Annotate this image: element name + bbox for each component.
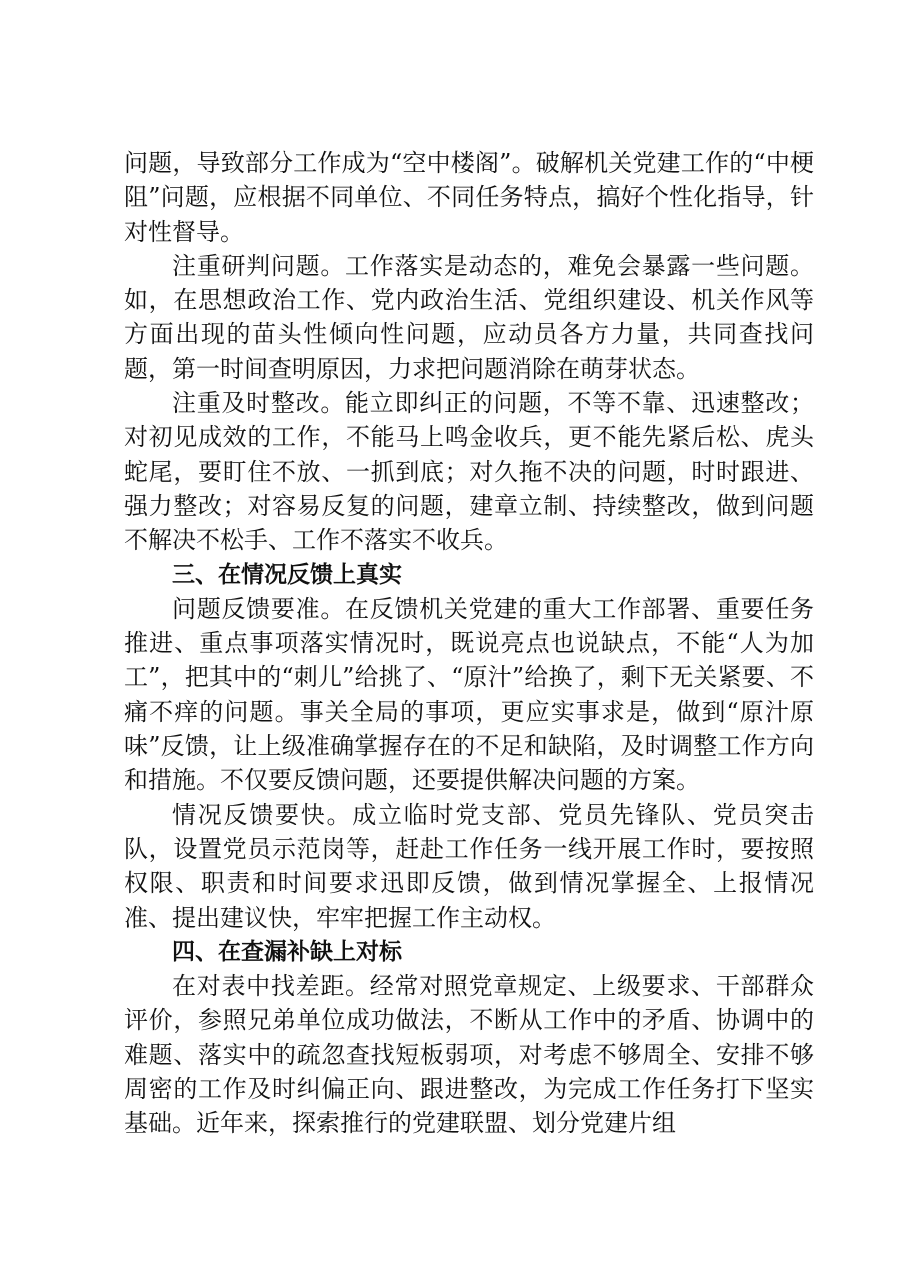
paragraph-research-problems: 注重研判问题。工作落实是动态的，难免会暴露一些问题。如，在思想政治工作、党内政治生活、党组织建设、机关作风等方面出现的苗头性倾向性问题，应动员各方力量，共同查找问题，第一时间查明原因，力求把问题消除在萌芽状态。 [124, 251, 814, 383]
section-heading-3: 三、在情况反馈上真实 [172, 561, 402, 588]
document-body [124, 146, 814, 1141]
paragraph-feedback-accurate: 问题反馈要准。在反馈机关党建的重大工作部署、重要任务推进、重点事项落实情况时，既说亮点也说缺点，不能“人为加工”，把其中的“刺儿”给挑了、“原汁”给换了，剩下无关紧要、不痛不痒的问题。事关全局的事项，更应实事求是，做到“原汁原味”反馈，让上级准确掌握存在的不足和缺陷，及时调整工作方向和措施。不仅要反馈问题，还要提供解决问题的方案。 [124, 594, 814, 795]
section-heading-4: 四、在查漏补缺上对标 [172, 938, 402, 965]
paragraph-find-gaps: 在对表中找差距。经常对照党章规定、上级要求、干部群众评价，参照兄弟单位成功做法，不断从工作中的矛盾、协调中的难题、落实中的疏忽查找短板弱项，对考虑不够周全、安排不够周密的工作及时纠偏正向、跟进整改，为完成工作任务打下坚实基础。近年来，探索推行的党建联盟、划分党建片组 [124, 972, 814, 1138]
paragraph-continuation: 问题，导致部分工作成为“空中楼阁”。破解机关党建工作的“中梗阻”问题，应根据不同单位、不同任务特点，搞好个性化指导，针对性督导。 [124, 149, 814, 246]
paragraph-timely-rectification: 注重及时整改。能立即纠正的问题，不等不靠、迅速整改；对初见成效的工作，不能马上鸣金收兵，更不能先紧后松、虎头蛇尾，要盯住不放、一抓到底；对久拖不决的问题，时时跟进、强力整改；对容易反复的问题，建章立制、持续整改，做到问题不解决不松手、工作不落实不收兵。 [124, 389, 814, 555]
paragraph-feedback-fast: 情况反馈要快。成立临时党支部、党员先锋队、党员突击队，设置党员示范岗等，赶赴工作任务一线开展工作时，要按照权限、职责和时间要求迅即反馈，做到情况掌握全、上报情况准、提出建议快，牢牢把握工作主动权。 [124, 800, 814, 932]
